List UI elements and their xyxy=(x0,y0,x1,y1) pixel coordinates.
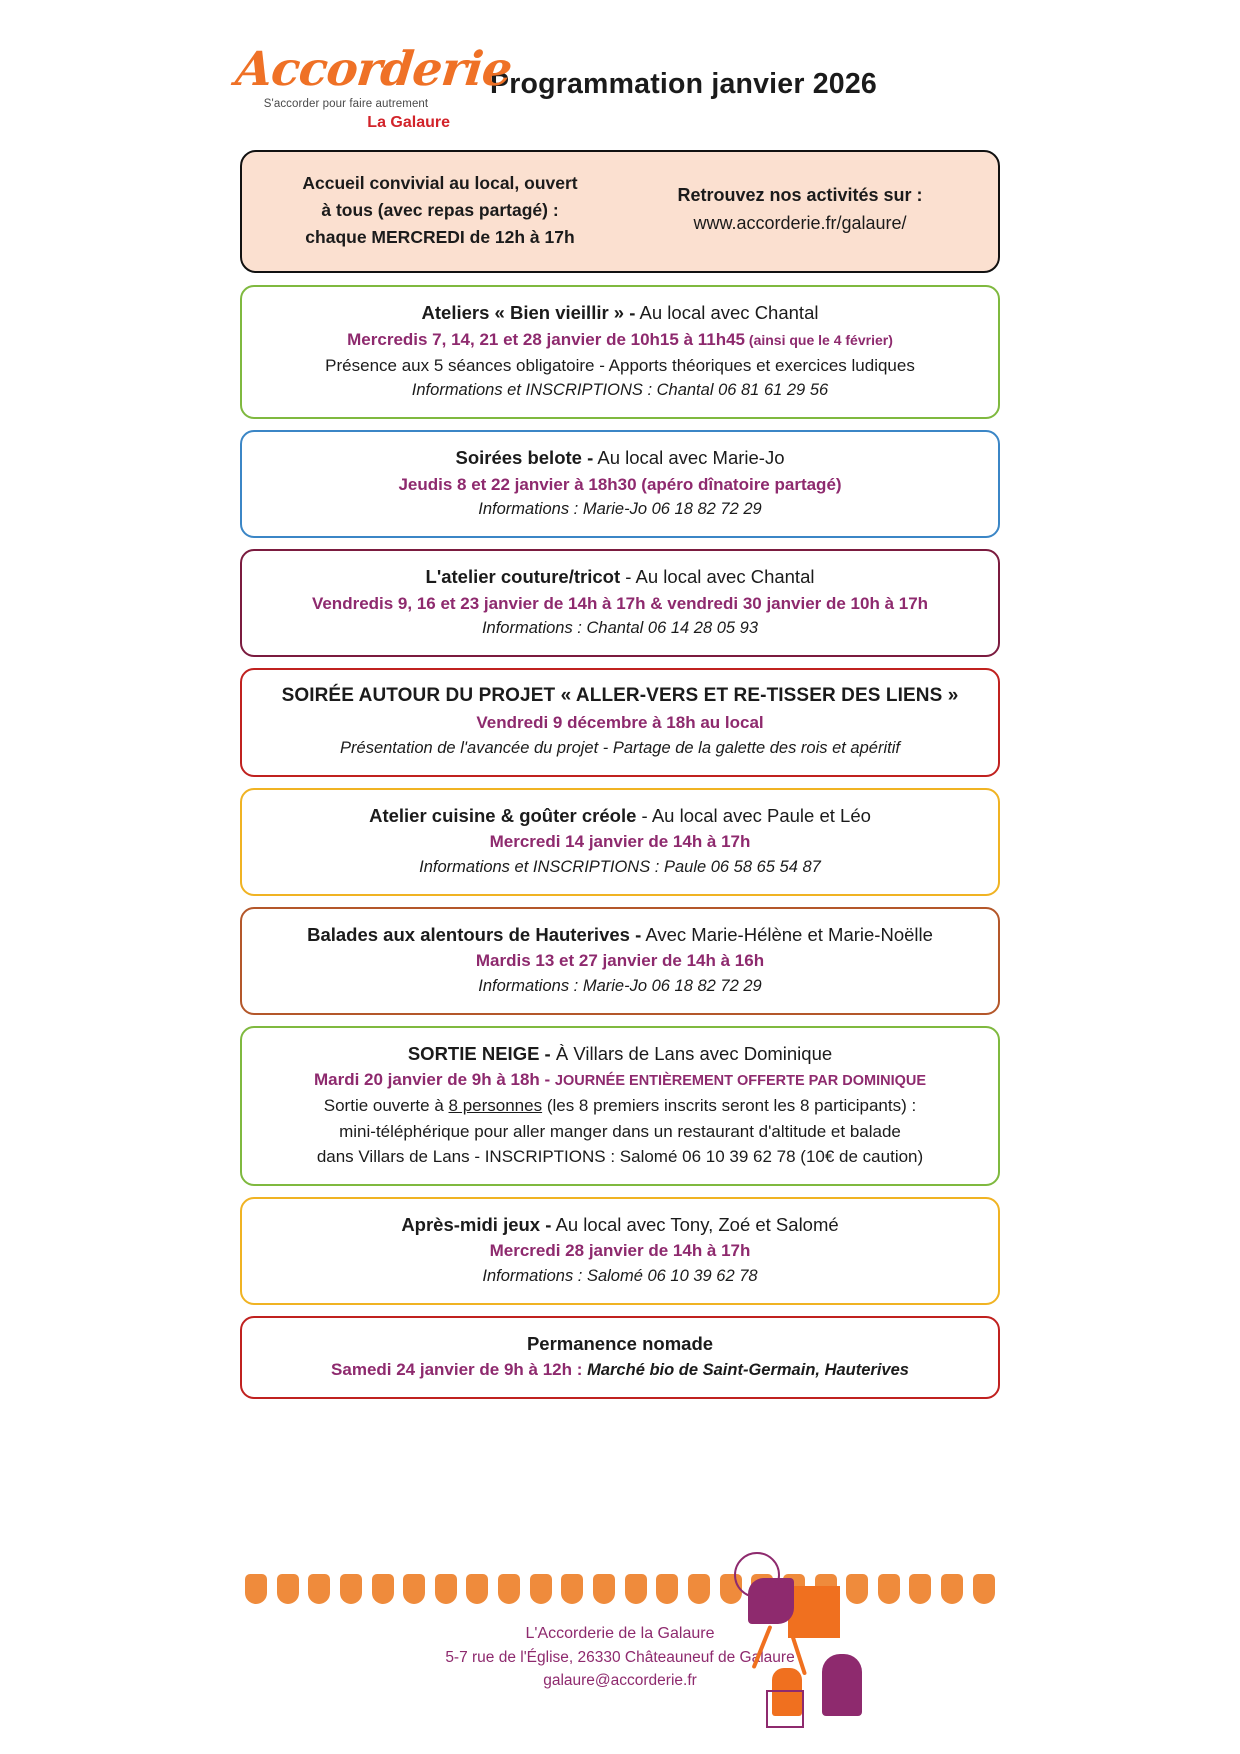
activity-date: Mardis 13 et 27 janvier de 14h à 16h xyxy=(475,951,765,971)
activity-title xyxy=(262,444,978,472)
activity-description: Présentation de l'avancée du projet - Partage de la galette des rois et apéritif xyxy=(340,738,900,757)
activity-date: Mercredi 14 janvier de 14h à 17h xyxy=(489,832,751,852)
info-hours-line3: chaque MERCREDI de 12h à 17h xyxy=(305,227,575,248)
activity-title-rest: Au local avec Chantal xyxy=(635,302,819,324)
activity-date: Mercredi 28 janvier de 14h à 17h xyxy=(489,1241,751,1261)
footer-email[interactable]: galaure@accorderie.fr xyxy=(543,1672,697,1690)
activity-title-strong: Ateliers « Bien vieillir » - xyxy=(421,302,636,324)
footer-org-name: L'Accorderie de la Galaure xyxy=(525,1625,715,1642)
scallop-shape xyxy=(561,1574,583,1604)
scallop-shape xyxy=(530,1574,552,1604)
illustration-block-icon xyxy=(788,1586,840,1638)
activity-card-cuisine-creole xyxy=(240,788,1000,896)
activity-title xyxy=(262,1040,978,1068)
activity-title-strong: SORTIE NEIGE - xyxy=(407,1042,551,1064)
activity-card-sortie-neige xyxy=(240,1026,1000,1186)
scallop-shape xyxy=(245,1574,267,1604)
activity-title-strong: L'atelier couture/tricot xyxy=(425,565,621,587)
scallop-shape xyxy=(498,1574,520,1604)
activity-contact: Informations et INSCRIPTIONS : Chantal 06 81 61 29 56 xyxy=(411,381,829,400)
scallop-shape xyxy=(909,1574,931,1604)
activity-contact: Informations : Marie-Jo 06 18 82 72 29 xyxy=(478,976,762,995)
footer-address xyxy=(0,1622,1240,1693)
activity-title-strong: Soirées belote - xyxy=(455,446,594,468)
scallop-shape xyxy=(308,1574,330,1604)
scallop-shape xyxy=(656,1574,678,1604)
activity-contact: Informations : Marie-Jo 06 18 82 72 29 xyxy=(478,500,762,519)
activity-contact: Informations : Salomé 06 10 39 62 78 xyxy=(482,1266,758,1285)
activity-description xyxy=(262,1093,978,1119)
activity-title xyxy=(262,1330,978,1358)
activity-list xyxy=(0,285,1240,1399)
info-hours-line1: Accueil convivial au local, ouvert xyxy=(302,173,578,193)
illustration-box-icon xyxy=(766,1690,804,1728)
activity-description-line3: dans Villars de Lans - INSCRIPTIONS : Salomé 06 10 39 62 78 (10€ de caution) xyxy=(316,1147,924,1167)
activity-title-rest: À Villars de Lans avec Dominique xyxy=(550,1042,833,1064)
activity-date xyxy=(262,1067,978,1093)
activity-title xyxy=(262,299,978,327)
activity-title xyxy=(262,802,978,830)
activity-title-rest: Au local avec Marie-Jo xyxy=(593,446,785,468)
activity-card-belote xyxy=(240,430,1000,538)
activity-title: SOIRÉE AUTOUR DU PROJET « ALLER-VERS ET RE-TISSER DES LIENS » xyxy=(281,684,959,706)
activity-desc-underline: 8 personnes xyxy=(448,1096,543,1116)
activity-date-main: Samedi 24 janvier de 9h à 12h : xyxy=(331,1360,588,1380)
activity-title-strong: Atelier cuisine & goûter créole xyxy=(369,804,637,826)
scallop-shape xyxy=(941,1574,963,1604)
logo-wordmark: Accorderie xyxy=(233,42,514,97)
people-illustration xyxy=(730,1558,910,1748)
activity-contact: Informations et INSCRIPTIONS : Paule 06 58 65 54 87 xyxy=(419,857,821,876)
activity-card-permanence-nomade xyxy=(240,1316,1000,1400)
poster-header xyxy=(0,0,1240,132)
poster-footer xyxy=(0,1544,1240,1754)
activity-date: Jeudis 8 et 22 janvier à 18h30 (apéro dînatoire partagé) xyxy=(398,474,842,494)
info-hours-line2: à tous (avec repas partagé) : xyxy=(321,200,559,221)
activity-title xyxy=(262,921,978,949)
activity-date xyxy=(262,327,978,353)
activity-title-rest: - Au local avec Chantal xyxy=(620,565,815,587)
accorderie-logo xyxy=(233,42,514,132)
activity-title xyxy=(262,563,978,591)
website-label: Retrouvez nos activités sur : xyxy=(677,185,923,205)
scallop-shape xyxy=(625,1574,647,1604)
activity-title-strong: Permanence nomade xyxy=(526,1332,714,1354)
illustration-person-icon xyxy=(822,1654,862,1716)
info-box xyxy=(240,150,1000,273)
activity-date-highlight: JOURNÉE ENTIÈREMENT OFFERTE PAR DOMINIQUE xyxy=(554,1073,927,1090)
activity-card-soiree-aller-vers xyxy=(240,668,1000,777)
activity-contact: Informations : Chantal 06 14 28 05 93 xyxy=(481,619,759,638)
activity-description: Présence aux 5 séances obligatoire - Apports théoriques et exercices ludiques xyxy=(325,355,915,375)
illustration-line-icon xyxy=(752,1625,773,1669)
info-box-website xyxy=(620,170,980,251)
activity-description-line2: mini-téléphérique pour aller manger dans un restaurant d'altitude et balade xyxy=(339,1121,901,1141)
activity-title-strong: Balades aux alentours de Hauterives - xyxy=(307,923,642,945)
scallop-shape xyxy=(593,1574,615,1604)
logo-tagline: S'accorder pour faire autrement xyxy=(263,98,429,110)
activity-date-note: (ainsi que le 4 février) xyxy=(745,332,893,349)
scallop-shape xyxy=(372,1574,394,1604)
activity-card-bien-vieillir xyxy=(240,285,1000,419)
page-title: Programmation janvier 2026 xyxy=(490,67,877,100)
activity-title xyxy=(262,1211,978,1239)
info-box-hours xyxy=(260,170,620,251)
scallop-shape xyxy=(688,1574,710,1604)
activity-date: Vendredis 9, 16 et 23 janvier de 14h à 17h & vendredi 30 janvier de 10h à 17h xyxy=(311,593,929,613)
scallop-shape xyxy=(277,1574,299,1604)
footer-street: 5-7 rue de l'Église, 26330 Châteauneuf de Galaure xyxy=(445,1649,795,1666)
activity-date xyxy=(262,1357,978,1383)
activity-card-balades xyxy=(240,907,1000,1015)
scallop-shape xyxy=(466,1574,488,1604)
activity-title-strong: Après-midi jeux - xyxy=(401,1213,552,1235)
activity-date-main: Mercredis 7, 14, 21 et 28 janvier de 10h15 à 11h45 xyxy=(347,330,746,350)
activity-title-rest: Avec Marie-Hélène et Marie-Noëlle xyxy=(641,923,933,945)
activity-date: Vendredi 9 décembre à 18h au local xyxy=(476,713,764,733)
scallop-shape xyxy=(403,1574,425,1604)
activity-title-rest: - Au local avec Paule et Léo xyxy=(636,804,871,826)
website-url[interactable]: www.accorderie.fr/galaure/ xyxy=(693,212,907,233)
logo-subtitle: La Galaure xyxy=(367,114,450,131)
activity-desc-pre: Sortie ouverte à xyxy=(323,1096,449,1116)
illustration-circle-icon xyxy=(734,1552,780,1598)
scallop-shape xyxy=(435,1574,457,1604)
activity-desc-post: (les 8 premiers inscrits seront les 8 participants) : xyxy=(542,1096,917,1116)
scallop-shape xyxy=(340,1574,362,1604)
activity-title-rest: Au local avec Tony, Zoé et Salomé xyxy=(551,1213,839,1235)
activity-date-main: Mardi 20 janvier de 9h à 18h - xyxy=(313,1070,555,1090)
activity-card-couture-tricot xyxy=(240,549,1000,657)
activity-location: Marché bio de Saint-Germain, Hauterives xyxy=(587,1361,909,1380)
activity-card-apres-midi-jeux xyxy=(240,1197,1000,1305)
scallop-shape xyxy=(973,1574,995,1604)
